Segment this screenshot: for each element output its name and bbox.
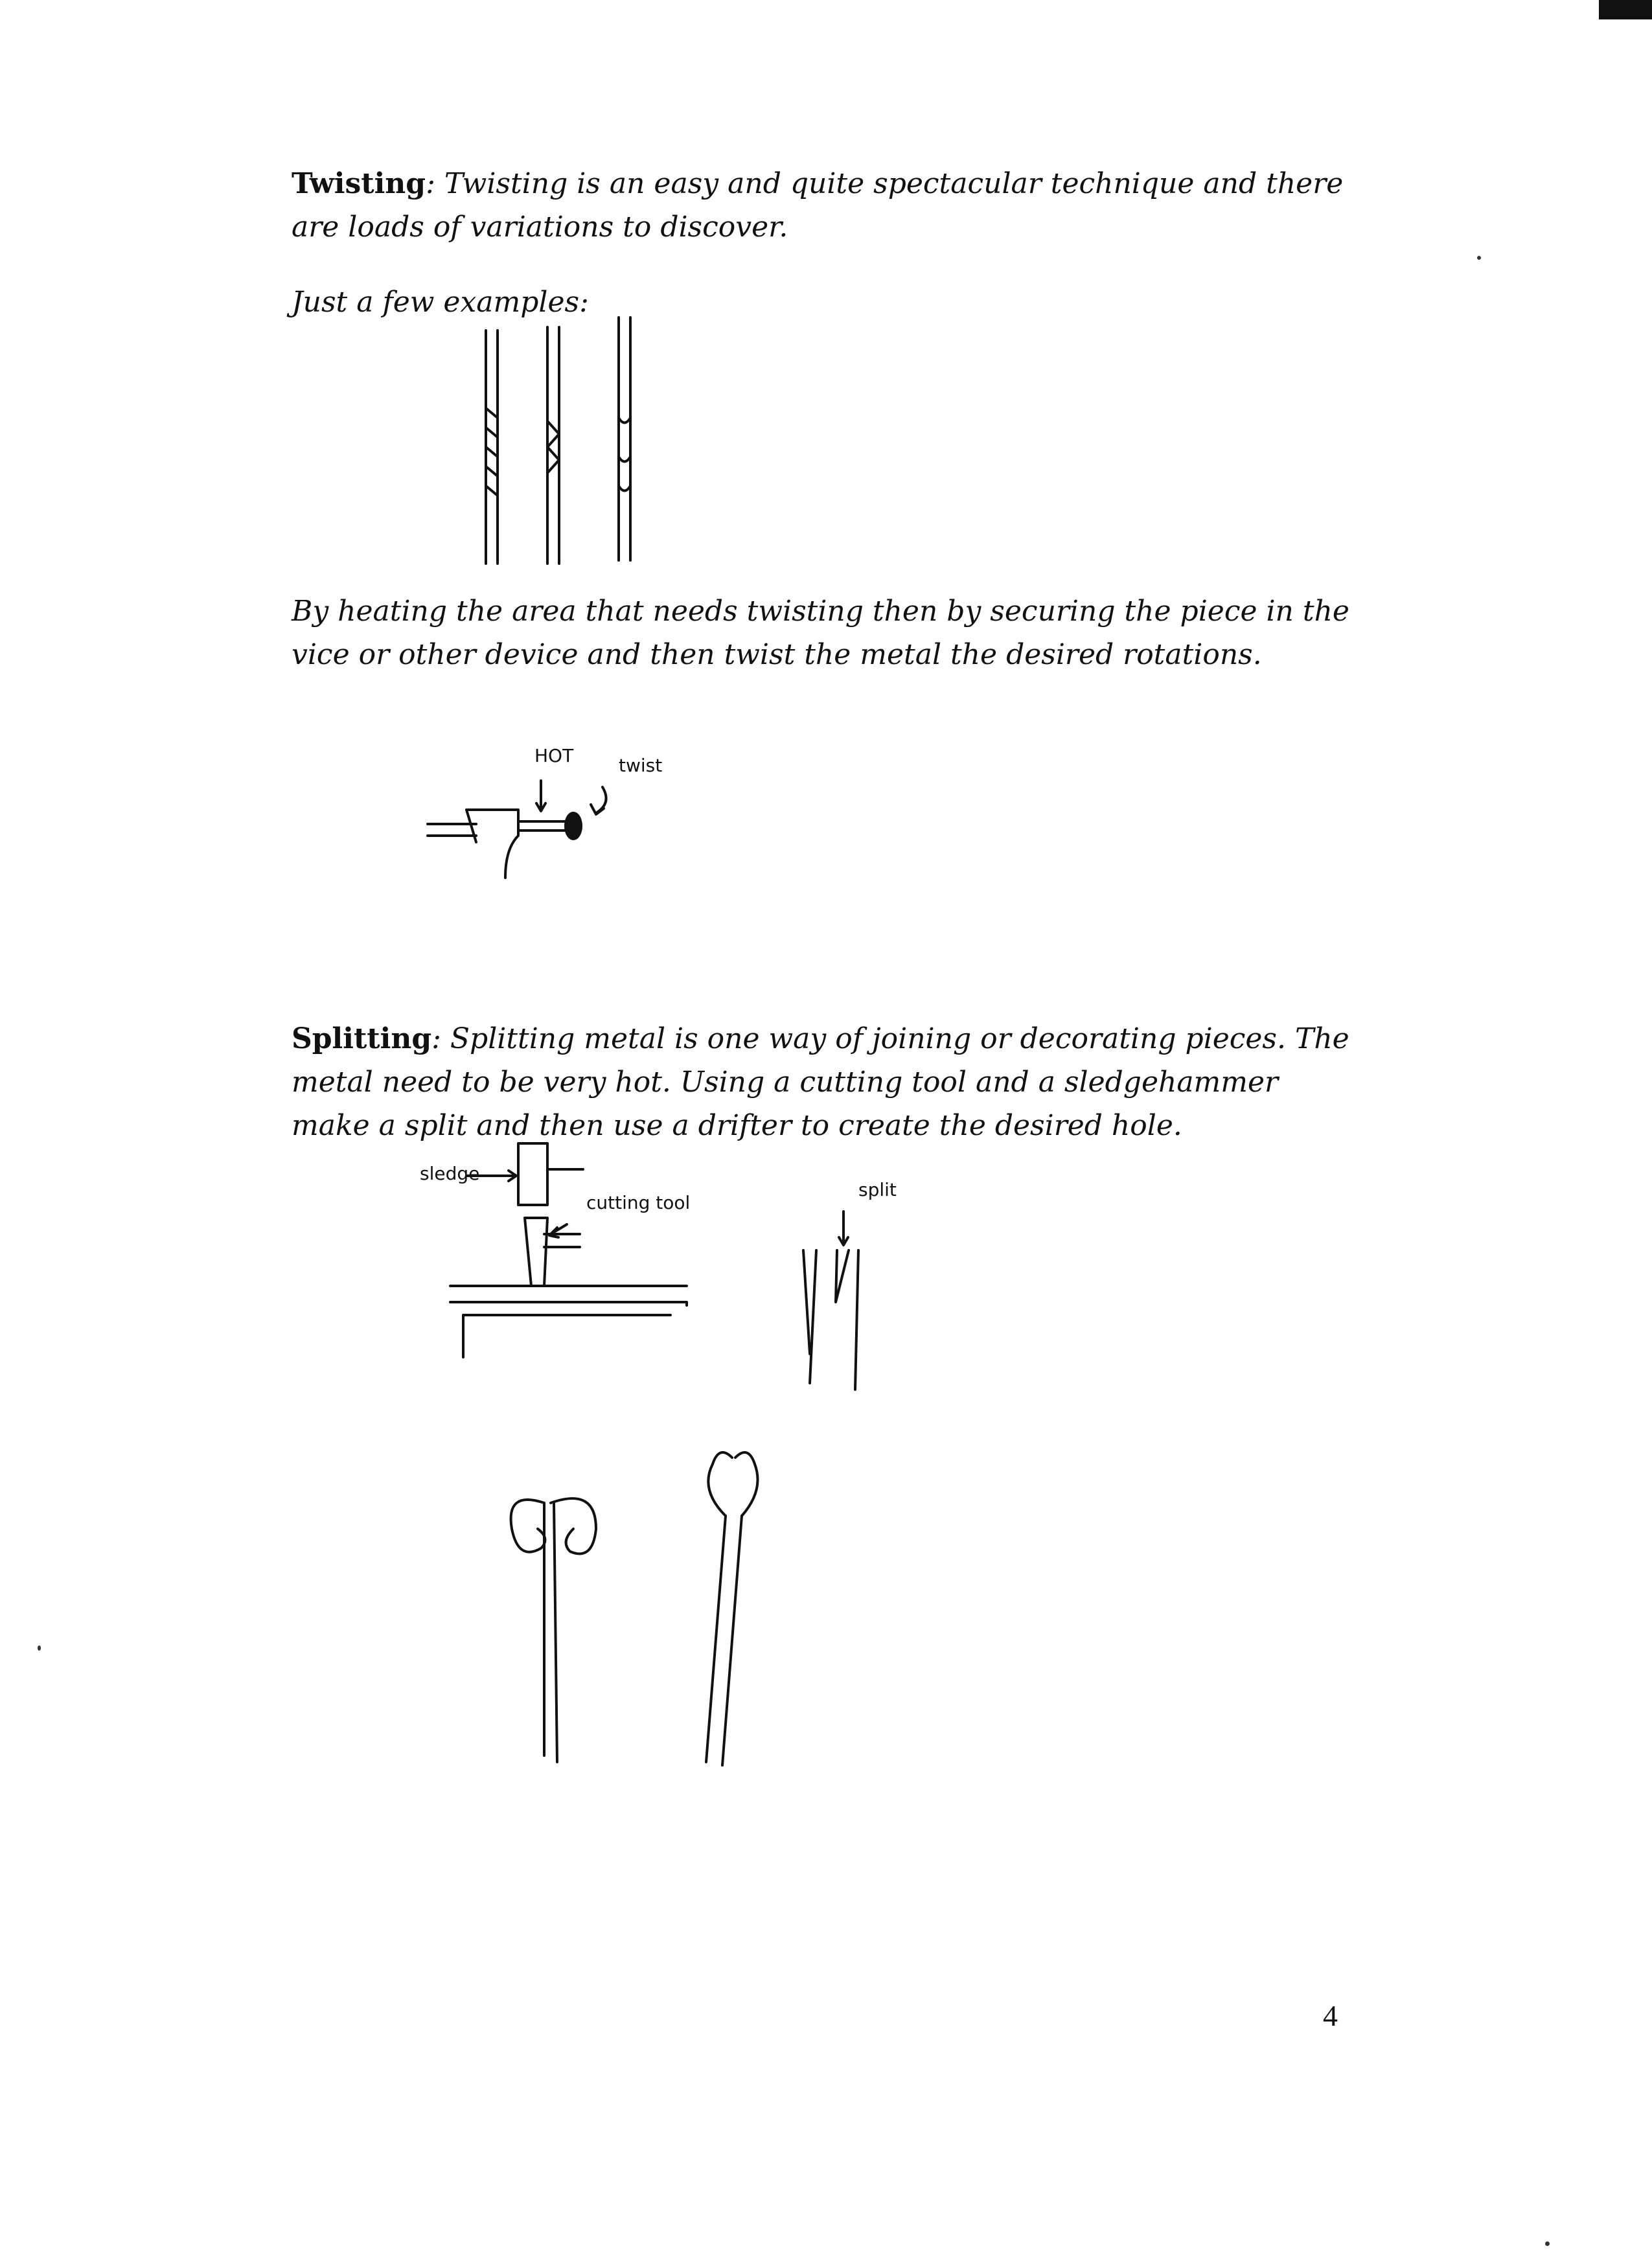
scroll-right-curl: [551, 1498, 596, 1553]
anvil: [450, 1286, 687, 1357]
twist-examples-drawing: [466, 311, 674, 570]
twist-wrench: [566, 813, 581, 839]
split-bar-drawing: [790, 1205, 881, 1399]
hole-right: [735, 1452, 758, 1516]
examples-label: Just a few examples:: [292, 286, 589, 319]
sledge-label: sledge: [420, 1163, 480, 1184]
sledge-head: [518, 1143, 547, 1205]
twisted-bar-1: [486, 330, 498, 564]
twisting-heading: Twisting: [292, 167, 426, 200]
page-number: 4: [1323, 1999, 1338, 2032]
twisting-text: : Twisting is an easy and quite spectacular technique and there are loads of variations to discover.: [292, 167, 1344, 244]
twisting-process-paragraph: By heating the area that needs twisting then by securing the piece in the vice or other device and then twist the metal the desired rotations.: [292, 595, 1349, 671]
vice-body: [466, 810, 518, 878]
scan-speck: [1545, 2241, 1550, 2246]
bar-in-vice: [428, 824, 476, 836]
scroll-split-drawing: [492, 1432, 829, 1781]
split-bar: [810, 1250, 858, 1390]
cutting-tool: [525, 1218, 580, 1286]
twisting-paragraph: [292, 162, 1360, 249]
twisted-bar-3: [619, 317, 630, 560]
hot-label: HOT: [534, 745, 574, 766]
hole-left: [708, 1452, 732, 1516]
cutting-tool-label: cutting tool: [586, 1192, 691, 1213]
vice-twist-drawing: [415, 764, 687, 888]
splitting-heading: Splitting: [292, 1022, 432, 1055]
split-label: split: [858, 1179, 897, 1200]
scan-corner-mark: [1599, 0, 1652, 19]
twisted-bar-2: [547, 327, 559, 564]
scan-speck: [1477, 256, 1481, 260]
hole-stem: [706, 1516, 742, 1765]
twist-label: twist: [619, 755, 663, 776]
scan-speck: [38, 1645, 41, 1651]
splitting-text: : Splitting metal is one way of joining or decorating pieces. The metal need to be very hot. Using a cutting tool and a sledgehammer make a split and then use a drifter to create the desired hole.: [292, 1022, 1349, 1142]
twist-arrow: [591, 787, 606, 814]
splitting-paragraph: [292, 1017, 1360, 1147]
scroll-left-curl: [511, 1500, 545, 1552]
